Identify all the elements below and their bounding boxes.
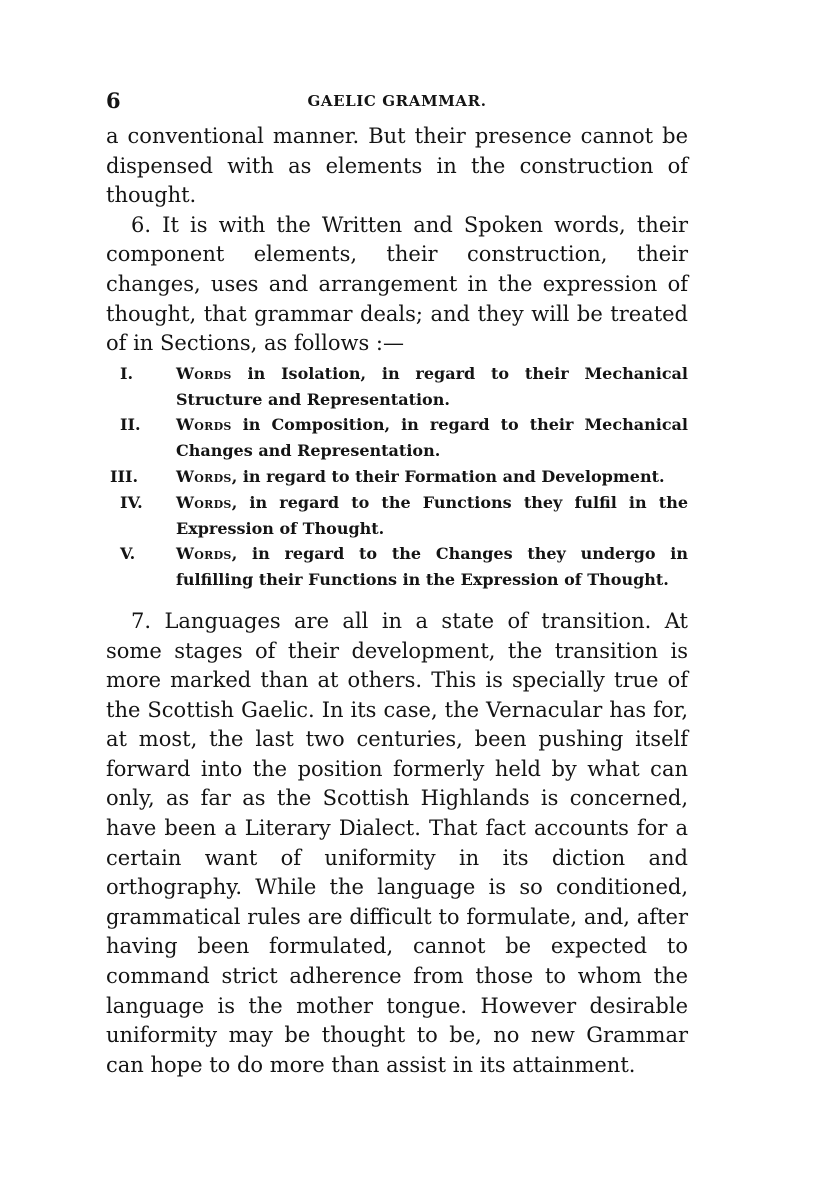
running-title: GAELIC GRAMMAR. [307,92,487,110]
section-keyword: Words [176,492,232,512]
book-page [106,88,688,1080]
section-numeral: III. [110,466,139,486]
section-item [106,361,688,413]
section-item [106,541,688,593]
section-text: in Composition, in regard to their Mechanical Changes and Representation. [176,415,688,461]
paragraph-6: 6. It is with the Written and Spoken words, their component elements, their construction, their changes, uses and arrangement in the expression of thought, that grammar deals; and they will be treated of in Sections, as follows :— [106,212,688,356]
page-number: 6 [106,88,121,113]
section-text: , in regard to their Formation and Development. [231,466,665,486]
section-item [106,464,688,490]
section-numeral: I. [120,363,134,383]
paragraph-7: 7. Languages are all in a state of transition. At some stages of their development, the transition is more marked than at others. This is specially true of the Scottish Gaelic. In its case, the Vernacular has for, at most, the last two centuries, been pushing itself forward into the position formerly held by what can only, as far as the Scottish Highlands is concerned, have been a Literary Dialect. That fact accounts for a certain want of uniformity in its diction and orthography. While the language is so conditioned, grammatical rules are difficult to formulate, and, after having been formulated, cannot be expected to command strict adherence from those to whom the language is the mother tongue. However desirable uniformity may be thought to be, no new Grammar can hope to do more than assist in its attainment. [106,608,688,1077]
section-text: , in regard to the Functions they fulfil in the Expression of Thought. [176,492,688,538]
section-numeral: IV. [120,492,143,512]
section-text: , in regard to the Changes they undergo in fulfilling their Functions in the Expression of Thought. [176,544,688,590]
section-keyword: Words [176,544,232,564]
continuation-paragraph: a conventional manner. But their presence cannot be dispensed with as elements in the construction of thought. [106,124,688,208]
sections-list [106,361,688,593]
section-numeral: II. [120,415,141,435]
section-keyword: Words [176,466,232,486]
section-item [106,490,688,542]
section-text: in Isolation, in regard to their Mechanical Structure and Representation. [176,363,688,409]
section-item [106,412,688,464]
section-numeral: V. [120,544,136,564]
page-header [106,88,688,122]
section-keyword: Words [176,415,232,435]
section-keyword: Words [176,363,232,383]
